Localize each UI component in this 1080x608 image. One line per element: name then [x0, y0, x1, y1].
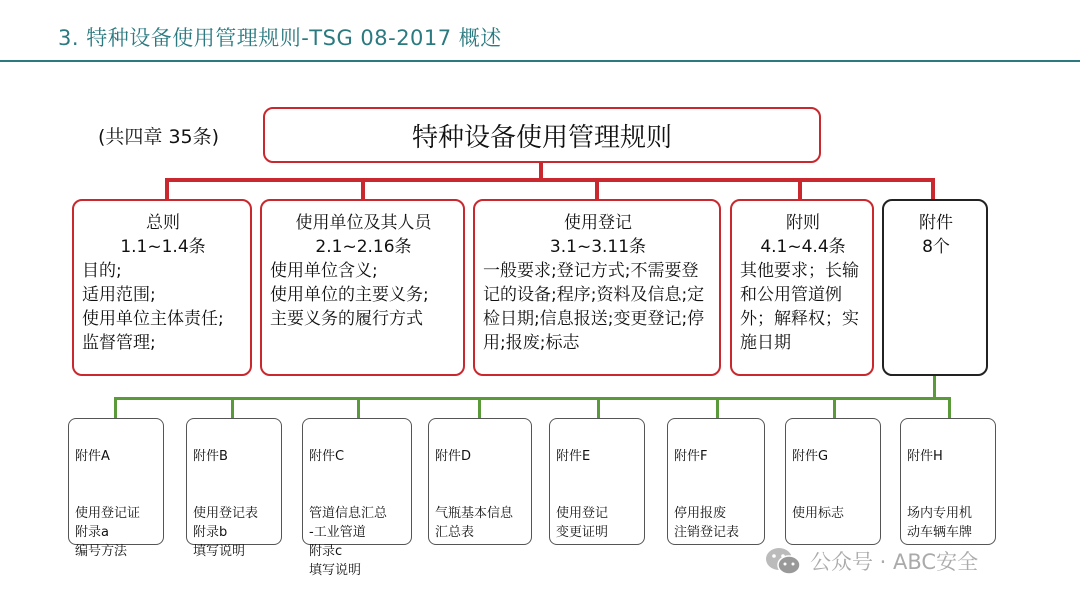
slide-title: 3. 特种设备使用管理规则-TSG 08-2017 概述 — [58, 26, 502, 50]
attachment-box-a — [68, 418, 164, 559]
attachment-title: 附件C — [309, 449, 345, 464]
chapter-box-attachments — [882, 199, 988, 376]
watermark — [764, 546, 978, 576]
connector-ch3 — [595, 178, 599, 200]
attachment-title: 附件B — [193, 449, 228, 464]
connector-green-trunk — [933, 376, 936, 398]
chapter-count-note: (共四章 35条) — [98, 126, 220, 148]
connector-att-g — [833, 397, 836, 419]
chapter-head: 使用单位及其人员 2.1~2.16条 — [295, 213, 432, 257]
connector-ch1 — [165, 178, 169, 200]
connector-root-trunk — [539, 163, 543, 179]
connector-ch4 — [798, 178, 802, 200]
attachment-title: 附件F — [674, 449, 708, 464]
attachment-title: 附件H — [907, 449, 943, 464]
attachment-body: 气瓶基本信息 汇总表 — [435, 506, 514, 540]
attachment-body: 使用标志 — [792, 506, 845, 521]
chapter-body: 一般要求;登记方式;不需要登记的设备;程序;资料及信息;定检日期;信息报送;变更登记;停用;报废;标志 — [483, 261, 705, 353]
chapter-head: 附件 8个 — [919, 213, 953, 257]
attachment-box-f — [667, 418, 765, 545]
attachment-title: 附件A — [75, 449, 110, 464]
attachment-box-g — [785, 418, 881, 545]
connector-att-e — [597, 397, 600, 419]
connector-green-bar — [114, 397, 951, 400]
attachment-box-e — [549, 418, 645, 545]
attachment-box-c — [302, 418, 412, 578]
chapter-body: 目的; 适用范围; 使用单位主体责任; 监督管理; — [82, 261, 224, 353]
root-label: 特种设备使用管理规则 — [411, 122, 672, 153]
wechat-icon — [764, 546, 802, 576]
attachment-box-h — [900, 418, 996, 545]
attachment-box-b — [186, 418, 282, 559]
title-divider — [0, 60, 1080, 62]
connector-att-d — [478, 397, 481, 419]
attachment-box-d — [428, 418, 532, 545]
attachment-body: 使用登记 变更证明 — [556, 506, 609, 540]
connector-att-f — [716, 397, 719, 419]
attachment-body: 使用登记证 附录a 编号方法 — [75, 506, 141, 559]
connector-ch2 — [361, 178, 365, 200]
chapter-head: 总则 1.1~1.4条 — [120, 213, 206, 257]
attachment-body: 管道信息汇总 -工业管道 附录c 填写说明 — [309, 506, 388, 578]
chapter-box-user-unit — [260, 199, 465, 376]
attachment-title: 附件D — [435, 449, 472, 464]
root-node — [263, 107, 821, 163]
connector-att-h — [948, 397, 951, 419]
attachment-body: 使用登记表 附录b 填写说明 — [193, 506, 259, 559]
attachment-title: 附件G — [792, 449, 829, 464]
connector-att-c — [357, 397, 360, 419]
attachment-body: 停用报废 注销登记表 — [674, 506, 740, 540]
connector-ch5 — [931, 178, 935, 200]
connector-red-bar — [165, 178, 935, 182]
chapter-body: 使用单位含义; 使用单位的主要义务; 主要义务的履行方式 — [270, 261, 429, 329]
chapter-head: 使用登记 3.1~3.11条 — [549, 213, 647, 257]
watermark-text: 公众号 · ABC安全 — [810, 550, 979, 574]
connector-att-a — [114, 397, 117, 419]
attachment-body: 场内专用机 动车辆车牌 — [907, 506, 973, 540]
chapter-box-supplementary — [730, 199, 874, 376]
chapter-box-registration — [473, 199, 721, 376]
chapter-body: 其他要求；长输和公用管道例外；解释权；实施日期 — [740, 261, 859, 353]
chapter-box-general — [72, 199, 252, 376]
connector-att-b — [231, 397, 234, 419]
chapter-head: 附则 4.1~4.4条 — [760, 213, 846, 257]
attachment-title: 附件E — [556, 449, 591, 464]
